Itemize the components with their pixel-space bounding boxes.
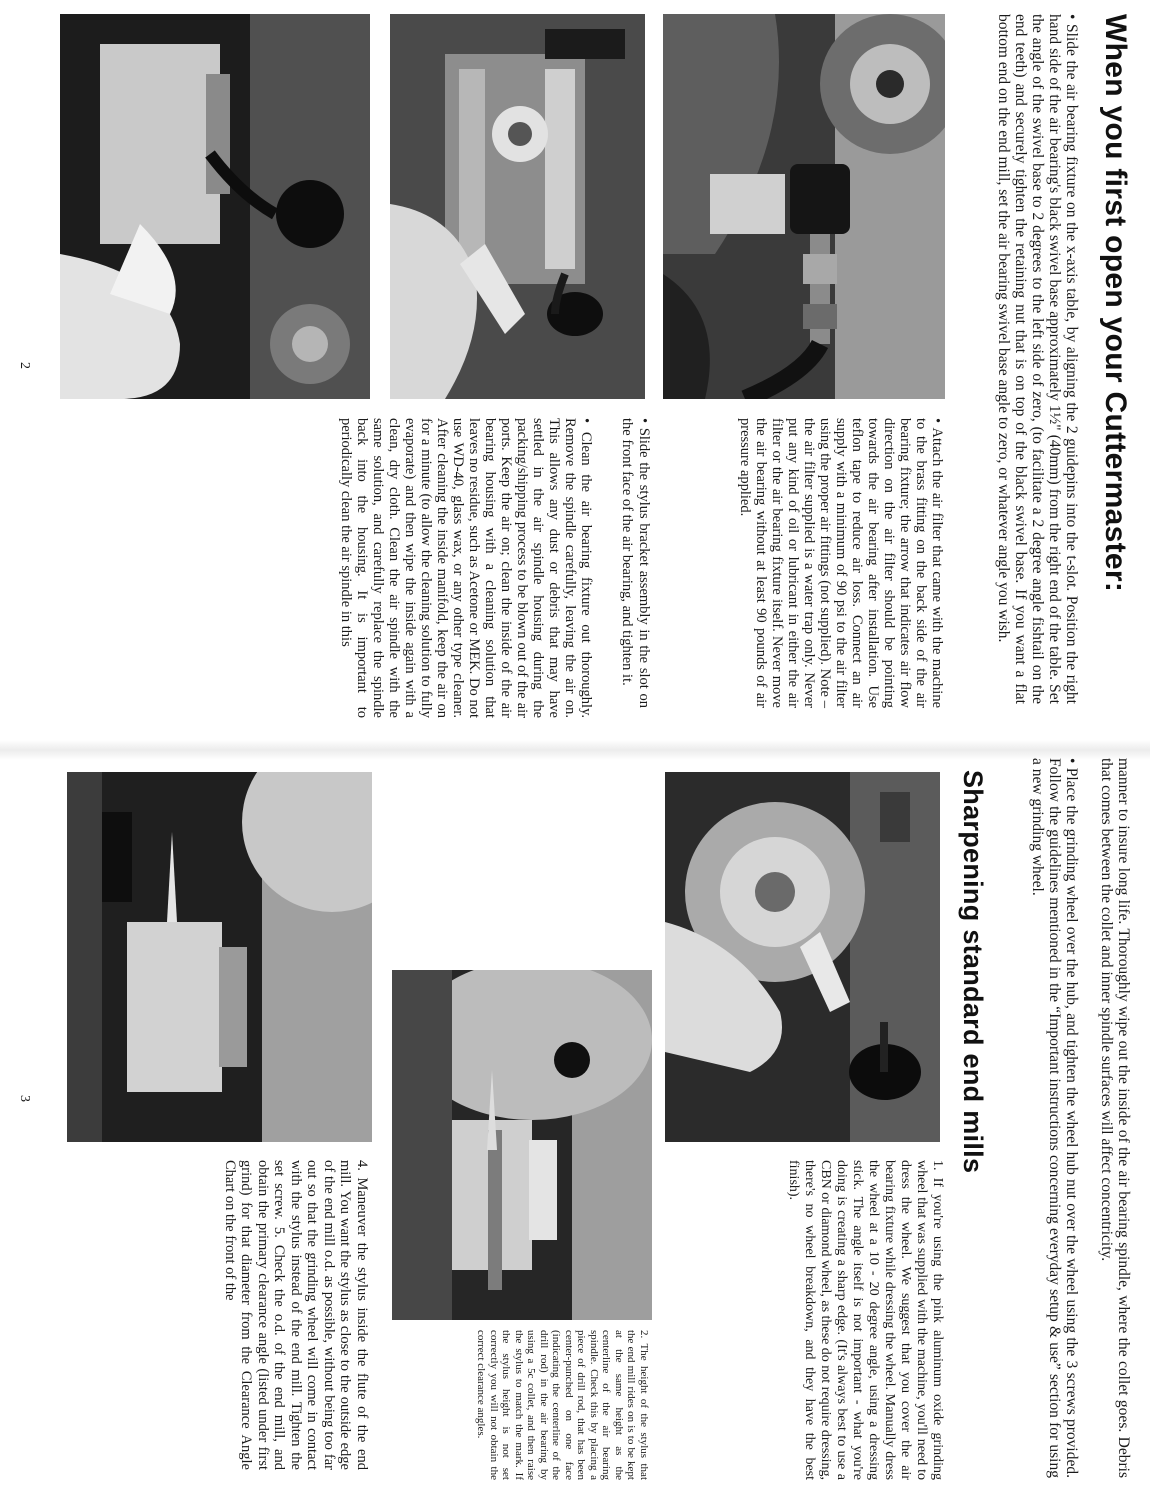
left-page-heading: When you first open your Cuttermaster: <box>1099 14 1132 593</box>
page-number: 3 <box>17 1095 32 1102</box>
step-4-5-paragraph: 4. Maneuver the stylus inside the flute of the end mill. You want the stylus as close to the outside edge of the end mill o.d. as possible, without being too far out so that the grinding wheel will come in contact with the stylus instead of the end mill. Tighten the set screw. 5. Check the o.d. of the end mill, and obtain the primary clearance angle (listed under first grind) for that diameter from the Clearance Angle Chart on the front of the <box>222 1160 370 1470</box>
end-mill-stylus-photo <box>67 772 372 1142</box>
cleaning-spindle-photo <box>60 14 370 399</box>
swivel-base-paragraph: • Slide the air bearing fixture on the x-axis table, by aligning the 2 guidepins into the t-slot. Position the right hand side of the air bearing's black swivel base approximately 1½" (40mm) from the right end of the table. Set the angle of the swivel base to 2 degrees to the left side of zero, (to facilitate a 2 degree angle fishtail on the end teeth) and securely tighten the retaining nut that is on top of the black swivel base. If you want a flat bottom end on the end mill, set the air bearing swivel base angle to zero, or whatever angle you wish. <box>995 14 1080 704</box>
stylus-bracket-paragraph: • Slide the stylus bracket assembly in the slot on the front face of the air bearing, and tighten it. <box>618 418 652 708</box>
step-2-paragraph: 2. The height of the stylus that the end mill rides on is to be kept at the same height as the centerline of the air bearing spindle. Check this by placing a piece of drill rod, that has been center-punched on one face (indicating the centerline of the drill rod) in the air bearing by using a 5c collet, and then raise the stylus to match the mark. If the stylus height is not set correctly you will not obtain the correct clearance angles. <box>475 1330 650 1480</box>
step-1-paragraph: 1. If you're using the pink aluminum oxide grinding wheel that was supplied with the machine, you'll need to dress the wheel. We suggest that you cover the air bearing fixture while dressing the wheel. Manually dress the wheel at a 10 - 20 degree angle, using a dressing stick. The angle itself is not important - what you're doing is creating a sharp edge. (It's always best to use a CBN or diamond wheel, as these do not require dressing, there's no wheel breakdown, and they have the best finish). <box>786 1160 945 1480</box>
stylus-bracket-photo <box>390 14 645 399</box>
air-filter-fitting-photo <box>663 14 945 399</box>
continued-cleaning-paragraph: manner to insure long life. Thoroughly wipe out the inside of the air bearing spindle, where the collet goes. Debris that comes between the collet and inner spindle surfaces will affect concentricity. <box>1098 758 1132 1478</box>
right-page-heading: Sharpening standard end mills <box>958 770 988 1174</box>
grinding-wheel-paragraph: • Place the grinding wheel over the hub, and tighten the wheel hub nut over the wheel using the 3 screws provided. Follow the guidelines mentioned in the “Important instructions concerning everyday setup & use” section for using a new grinding wheel. <box>1029 758 1080 1478</box>
attach-air-filter-paragraph: • Attach the air filter that came with the machine to the brass fitting on the back side of the air bearing fixture; the arrow that indicates air flow direction on the air filter should be pointing towards the air bearing after installation. Use teflon tape to reduce air loss. Connect an air supply with a minimum of 90 psi to the air filter using the proper air fittings (not supplied). Note – the air filter supplied is a water trap only. Never put any kind of oil or lubricant in either the air filter or the air bearing fixture itself. Never move the air bearing without at least 90 pounds of air pressure applied. <box>737 418 945 708</box>
right-page <box>0 750 1150 1500</box>
page-number: 2 <box>17 362 32 369</box>
dressing-wheel-photo <box>665 772 940 1142</box>
stylus-height-photo <box>392 970 652 1320</box>
clean-fixture-paragraph: • Clean the air bearing fixture out thoroughly. Remove the spindle carefully, leaving the air on. This allows any dust or debris that may have settled in the air spindle housing during the packing/shipping process to be blown out of the air ports. Keep the air on; clean the inside of the air bearing housing with a cleaning solution that leaves no residue, such as Acetone or MEK. Do not use WD-40, glass wax, or any other type cleaner. After cleaning the inside manifold, keep the air on for a minute (to allow the cleaning solution to fully evaporate) and then wipe the inside again with a clean, dry cloth. Clean the air spindle with the same solution, and carefully replace the spindle back into the housing. It is important to periodically clean the air spindle in this <box>338 418 594 718</box>
